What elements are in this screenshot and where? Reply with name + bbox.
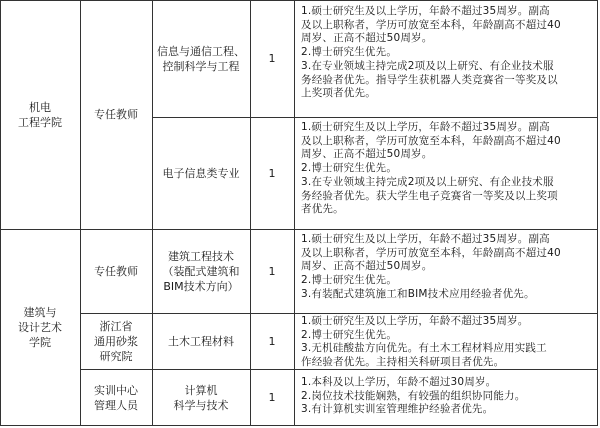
major-cell: 计算机 科学与技术 [173, 383, 229, 412]
count-cell: 1 [268, 166, 276, 180]
major-cell: 电子信息类专业 [162, 166, 240, 180]
count-cell: 1 [268, 334, 276, 348]
count-cell: 1 [268, 52, 276, 65]
position-cell: 实训中心 管理人员 [94, 383, 138, 412]
position-cell: 浙江省 通用砂浆 研究院 [94, 319, 138, 363]
college-cell: 机电 工程学院 [18, 100, 62, 129]
requirements-cell: 1.硕士研究生及以上学历，年龄不超过35周岁。 2.博士研究生优先。 3.无机硅酸盐方向优先。有土木工程材料应用实践工 作经验者优先。主持相关科研项目者优先。 [301, 315, 547, 369]
position-cell: 专任教师 [94, 108, 138, 121]
count-cell: 1 [268, 264, 276, 278]
position-cell: 专任教师 [94, 264, 138, 278]
requirements-cell: 1.本科及以上学历，年龄不超过30周岁。 2.岗位技术技能娴熟，有较强的组织协同能力。 3.有计算机实训室管理维护经验者优先。 [301, 376, 526, 416]
major-cell: 土木工程材料 [168, 334, 234, 348]
requirements-cell: 1.硕士研究生及以上学历，年龄不超过35周岁。副高 及以上职称者，学历可放宽至本科，年龄副高不超过40 周岁、正高不超过50周岁。 2.博士研究生优先。 3.有装配式建筑施工和BIM技术应用经验者优先。 [301, 233, 561, 300]
count-cell: 1 [268, 391, 276, 404]
college-cell: 建筑与 设计艺术 学院 [18, 306, 62, 349]
requirements-cell: 1.硕士研究生及以上学历，年龄不超过35周岁。副高 及以上职称者，学历可放宽至本科，年龄副高不超过40 周岁、正高不超过50周岁。 2.博士研究生优先。 3.在专业领域主持完成2项及以上研究、有企业技术服 务经验者优先。指导学生获机器人类竞赛省一等奖及以 上奖项者优先。 [301, 5, 561, 100]
major-cell: 建筑工程技术 （装配式建筑和 BIM技术方向） [162, 249, 240, 293]
requirements-cell: 1.硕士研究生及以上学历，年龄不超过35周岁。副高 及以上职称者，学历可放宽至本科，年龄副高不超过40 周岁、正高不超过50周岁。 2.博士研究生优先。 3.在专业领域主持完成2项及以上研究、有企业技术服 务经验者优先。获大学生电子竞赛省一等奖及以上奖项 者优先。 [301, 121, 561, 216]
major-cell: 信息与通信工程、 控制科学与工程 [157, 44, 245, 73]
